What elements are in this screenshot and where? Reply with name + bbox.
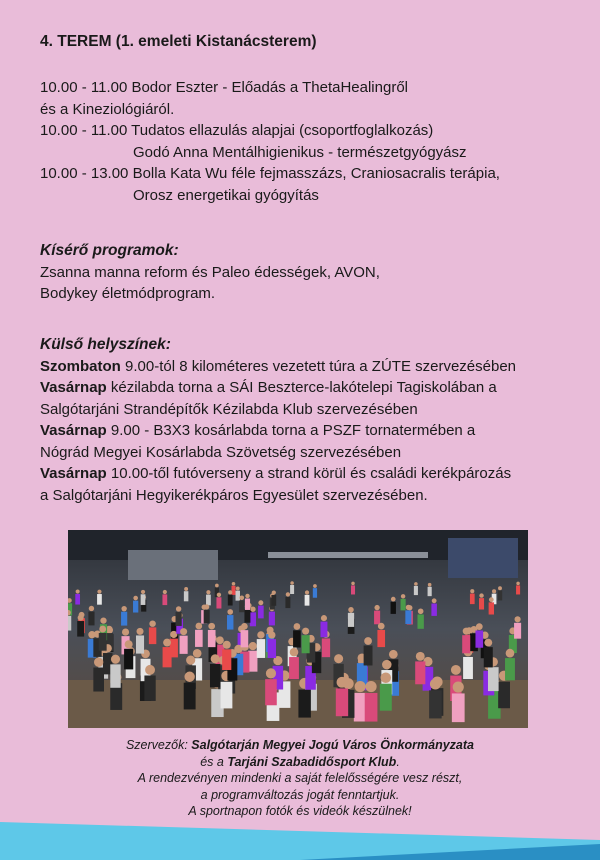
side-program-line: Zsanna manna reform és Paleo édességek, AVON, [40, 263, 380, 281]
venue-item [40, 356, 516, 378]
venue-day: Vasárnap [40, 465, 107, 482]
venue-continuation: Nógrád Megyei Kosárlabda Szövetség szervezésében [40, 443, 402, 461]
external-venues-title: Külső helyszínek: [40, 336, 171, 353]
venue-text: 10.00-től futóverseny a strand körül és családi kerékpározás [106, 465, 512, 482]
venue-item [40, 377, 516, 399]
program-line: Orosz energetikai gyógyítás [133, 186, 319, 204]
venue-day: Szombaton [40, 357, 121, 375]
room-heading: 4. TEREM (1. emeleti Kistanácsterem) [40, 33, 317, 50]
event-photo [68, 530, 528, 728]
venue-day: Vasárnap [40, 379, 107, 396]
footer-changes: a programváltozás jogát fenntartjuk. [200, 787, 400, 802]
program-line: 10.00 - 13.00 Bolla Kata Wu féle fejmasszázs, Craniosacralis terápia, [40, 165, 500, 182]
venue-day: Vasárnap [40, 422, 107, 439]
program-line: 10.00 - 11.00 Tudatos ellazulás alapjai (csoportfoglalkozás) [40, 122, 434, 139]
program-line: Godó Anna Mentálhigienikus - természetgyógyász [133, 143, 467, 161]
room-program-list [40, 77, 500, 206]
and-end: . [396, 754, 400, 769]
venue-text: kézilabda torna a SÁI Beszterce-lakótelepi Tagiskolában a [106, 379, 497, 396]
venue-item [40, 463, 516, 485]
venue-text: 9.00-tól 8 kilométeres vezetett túra a ZÚTE szervezésében [120, 357, 517, 375]
venue-text: 9.00 - B3X3 kosárlabda torna a PSZF tornatermében a [106, 422, 476, 439]
venue-continuation: a Salgótarjáni Hegyikerékpáros Egyesület szervezésében. [40, 486, 428, 504]
footer-organizers-line [0, 737, 600, 754]
and-label: és a [200, 754, 228, 769]
organizer-club: Tarjáni Szabadidősport Klub [227, 754, 397, 769]
side-program-line: Bodykey életmódprogram. [40, 285, 216, 302]
program-line: 10.00 - 11.00 Bodor Eszter - Előadás a ThetaHealingről [40, 79, 408, 96]
organizer-municipality: Salgótarján Megyei Jogú Város Önkormányzata [191, 738, 475, 752]
decorative-stripe [0, 800, 600, 860]
side-programs-title: Kísérő programok: [40, 242, 179, 259]
crowd-illustration [68, 530, 528, 728]
footer-media: A sportnapon fotók és videók készülnek! [188, 804, 412, 818]
external-venues-section [40, 334, 516, 506]
program-line: és a Kineziológiáról. [40, 100, 175, 118]
venue-item [40, 420, 516, 442]
venue-continuation: Salgótarjáni Strandépítők Kézilabda Klub szervezésében [40, 400, 418, 418]
footer-liability: A rendezvényen mindenki a saját felelősségére vesz részt, [137, 771, 463, 785]
side-programs-section [40, 240, 380, 305]
footer-organizers-line2 [0, 754, 600, 771]
organizers-label: Szervezők: [125, 738, 192, 752]
